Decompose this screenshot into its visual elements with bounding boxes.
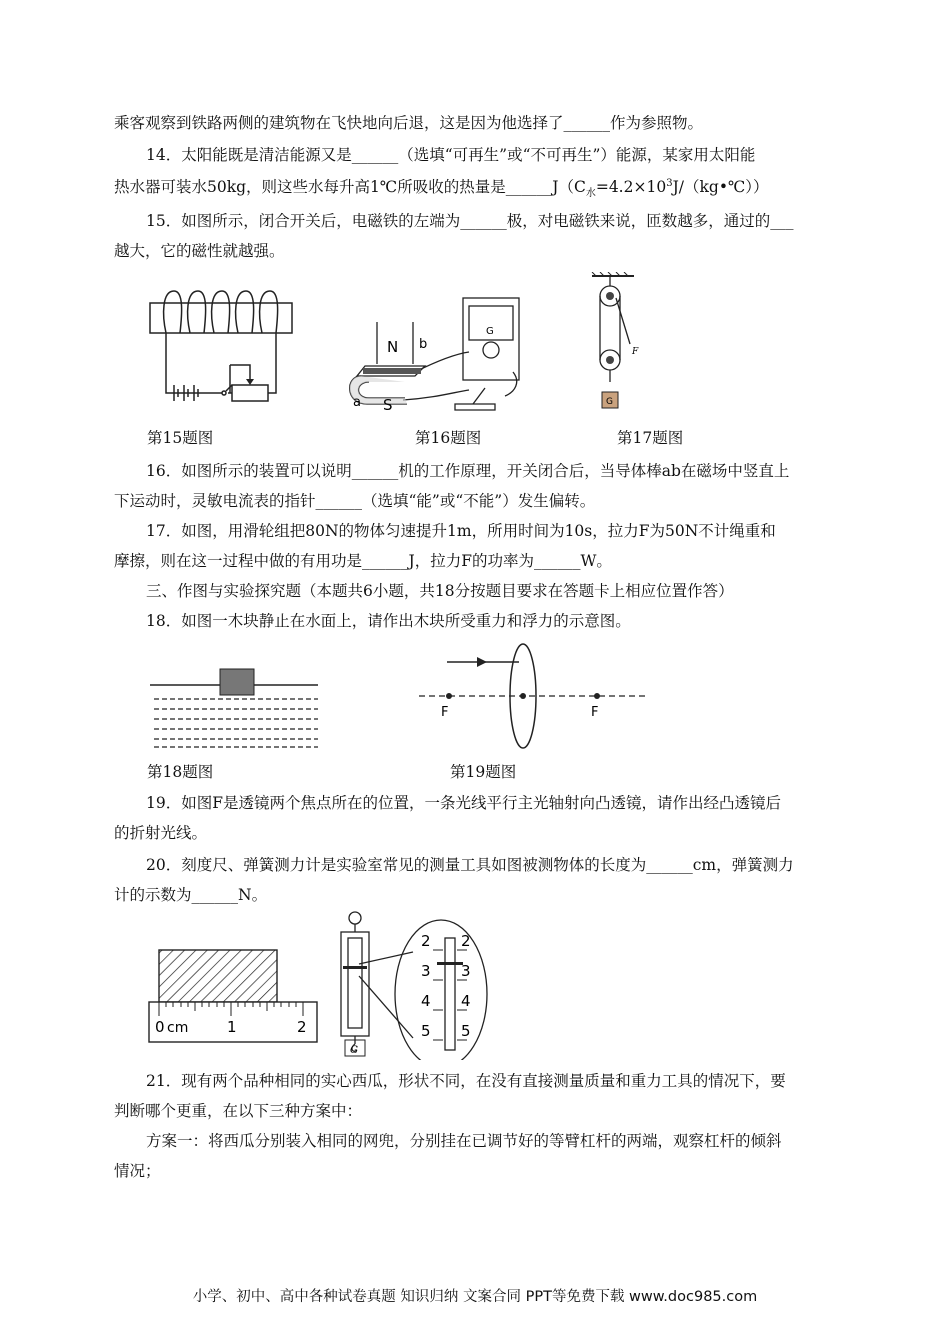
scale-label-5-left: 5 [421, 1022, 431, 1040]
question-21-line2: 判断哪个更重，在以下三种方案中： [114, 1102, 363, 1120]
section-3-heading: 三、作图与实验探究题（本题共6小题，共18分按题目要求在答题卡上相应位置作答） [146, 582, 734, 600]
fig16-label-a: a [353, 395, 361, 410]
figure-18-floating-block [148, 665, 320, 750]
caption-fig16: 第16题图 [415, 429, 482, 447]
fig16-label-S: S [383, 396, 393, 414]
question-20-line2: 计的示数为______N。 [114, 886, 268, 904]
question-18: 18．如图一木块静止在水面上，请作出木块所受重力和浮力的示意图。 [146, 612, 631, 630]
scale-label-2-left: 2 [421, 932, 431, 950]
text-line: 乘客观察到铁路两侧的建筑物在飞快地向后退，这是因为他选择了______作为参照物。 [114, 114, 704, 132]
ruler-label-1: 1 [227, 1018, 237, 1036]
caption-fig15: 第15题图 [147, 429, 214, 447]
ruler-label-0: 0 [155, 1018, 165, 1036]
question-14-line1: 14．太阳能既是清洁能源又是______（选填“可再生”或“不可再生”）能源，某家用太阳能 [146, 146, 756, 164]
figure-15-electromagnet [140, 285, 300, 420]
question-16-line1: 16．如图所示的装置可以说明______机的工作原理，开关闭合后，当导体棒ab在磁场中竖直上 [146, 462, 790, 480]
scale-label-2-right: 2 [461, 932, 471, 950]
question-19-line1: 19．如图F是透镜两个焦点所在的位置，一条光线平行主光轴射向凸透镜，请作出经凸透镜后 [146, 794, 781, 812]
question-17-line2: 摩擦，则在这一过程中做的有用功是______J，拉力F的功率为______W。 [114, 552, 612, 570]
fig17-label-G: G [606, 397, 613, 407]
question-20-line1: 20．刻度尺、弹簧测力计是实验室常见的测量工具如图被测物体的长度为______cm，弹簧测力 [146, 856, 794, 874]
footer: 小学、初中、高中各种试卷真题 知识归纳 文案合同 PPT等免费下载 www.doc985.com [192, 1289, 758, 1305]
ruler-unit: cm [167, 1020, 189, 1036]
caption-fig18: 第18题图 [147, 763, 214, 781]
question-21-line1: 21．现有两个品种相同的实心西瓜，形状不同，在没有直接测量质量和重力工具的情况下，要 [146, 1072, 786, 1090]
question-14-line2: 热水器可装水50kg，则这些水每升高1℃所吸收的热量是$\_\_\_\_\_\_J(C_水=4.2\times 10^3J/(kg•℃))$ [114, 177, 769, 200]
fig19-label-F-left: F [441, 705, 449, 720]
figure-20-ruler-and-spring-scale [145, 910, 495, 1060]
question-17-line1: 17．如图，用滑轮组把80N的物体匀速提升1m，所用时间为10s，拉力F为50N不计绳重和 [146, 522, 776, 540]
fig16-label-G: G [486, 326, 494, 337]
fig19-label-F-right: F [591, 705, 599, 720]
caption-fig19: 第19题图 [450, 763, 517, 781]
figure-16-generator [345, 292, 525, 417]
question-15-line1: 15．如图所示，闭合开关后，电磁铁的左端为______极，对电磁铁来说，匝数越多，通过的___ [146, 212, 794, 230]
question-15-line2: 越大，它的磁性就越强。 [114, 242, 285, 260]
spring-label-G: G [350, 1045, 358, 1056]
ruler-label-2: 2 [297, 1018, 307, 1036]
fig16-label-N: N [387, 338, 399, 356]
scale-label-4-right: 4 [461, 992, 471, 1010]
caption-fig17: 第17题图 [617, 429, 684, 447]
question-16-line2: 下运动时，灵敏电流表的指针______（选填“能”或“不能”）发生偏转。 [114, 492, 596, 510]
scale-label-5-right: 5 [461, 1022, 471, 1040]
figure-17-pulley [590, 272, 650, 412]
question-19-line2: 的折射光线。 [114, 824, 208, 842]
scale-label-3-right: 3 [461, 962, 471, 980]
scale-label-3-left: 3 [421, 962, 431, 980]
figure-19-convex-lens [415, 640, 650, 750]
fig17-label-F: F [632, 347, 639, 357]
fig16-label-b: b [419, 337, 428, 352]
plan-1-line1: 方案一：将西瓜分别装入相同的网兜，分别挂在已调节好的等臂杠杆的两端，观察杠杆的倾斜 [146, 1132, 782, 1150]
scale-label-4-left: 4 [421, 992, 431, 1010]
plan-1-line2: 情况； [114, 1162, 161, 1180]
